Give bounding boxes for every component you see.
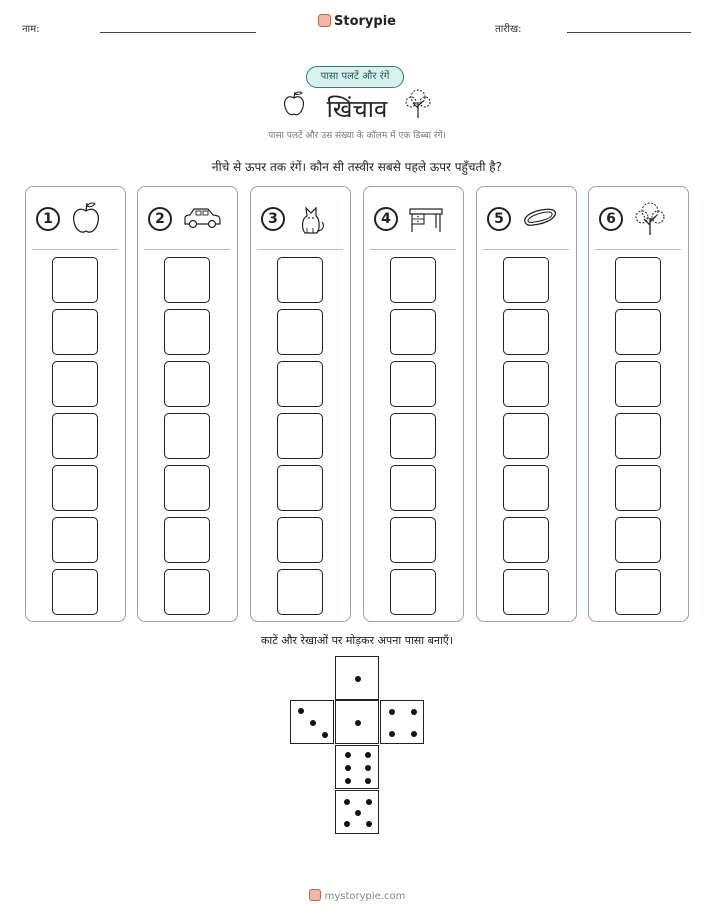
dice-pip [355, 720, 361, 726]
dice-pip [365, 752, 371, 758]
column-number: 2 [148, 207, 172, 231]
color-box[interactable] [503, 569, 549, 615]
brand-logo [0, 14, 714, 29]
color-box[interactable] [615, 361, 661, 407]
color-box[interactable] [277, 413, 323, 459]
dice-pip [355, 676, 361, 682]
column-divider [32, 249, 118, 250]
dice-pip [355, 810, 361, 816]
dice-pip [365, 778, 371, 784]
color-box[interactable] [503, 361, 549, 407]
activity-pill: पासा पलटें और रंगें [306, 66, 404, 88]
column-5 [476, 186, 577, 622]
column-divider [257, 249, 343, 250]
color-box[interactable] [503, 465, 549, 511]
column-number: 3 [261, 207, 285, 231]
color-box[interactable] [615, 465, 661, 511]
color-box[interactable] [164, 309, 210, 355]
color-box[interactable] [503, 257, 549, 303]
dice-pip [345, 778, 351, 784]
color-box[interactable] [390, 309, 436, 355]
color-box[interactable] [52, 569, 98, 615]
tree-icon [404, 88, 432, 120]
color-box[interactable] [277, 361, 323, 407]
name-line[interactable] [100, 32, 256, 33]
column-2 [137, 186, 238, 622]
tree-icon [633, 200, 673, 238]
column-3 [250, 186, 351, 622]
cat-icon [295, 200, 335, 238]
brand-name: Storypie [334, 14, 396, 29]
color-box[interactable] [615, 413, 661, 459]
dice-pip [344, 821, 350, 827]
dice-pip [366, 821, 372, 827]
column-number: 1 [36, 207, 60, 231]
dice-pip [345, 752, 351, 758]
color-box[interactable] [390, 465, 436, 511]
dice-pip [298, 708, 304, 714]
dice-face-5 [335, 790, 379, 834]
dice-pip [345, 765, 351, 771]
color-box[interactable] [390, 257, 436, 303]
color-box[interactable] [503, 309, 549, 355]
column-divider [595, 249, 681, 250]
page-title: खिंचाव [326, 95, 388, 123]
color-box[interactable] [164, 517, 210, 563]
dice-pip [411, 709, 417, 715]
color-box[interactable] [52, 465, 98, 511]
dice-pip [344, 799, 350, 805]
color-box[interactable] [615, 309, 661, 355]
desk-icon [408, 200, 448, 238]
color-box[interactable] [503, 413, 549, 459]
dice-pip [389, 709, 395, 715]
color-box[interactable] [277, 569, 323, 615]
color-box[interactable] [164, 465, 210, 511]
color-box[interactable] [390, 517, 436, 563]
date-line[interactable] [567, 32, 691, 33]
color-box[interactable] [277, 257, 323, 303]
dice-face-6 [335, 745, 379, 789]
apple-icon [70, 200, 110, 238]
column-divider [370, 249, 456, 250]
dice-face-4 [380, 700, 424, 744]
color-box[interactable] [52, 413, 98, 459]
color-box[interactable] [615, 569, 661, 615]
car-icon [182, 200, 222, 238]
footer-url[interactable]: mystorypie.com [324, 891, 406, 902]
color-box[interactable] [164, 413, 210, 459]
dice-pip [310, 720, 316, 726]
dice-pip [411, 731, 417, 737]
color-box[interactable] [164, 257, 210, 303]
color-box[interactable] [52, 361, 98, 407]
column-number: 5 [487, 207, 511, 231]
subtitle: पासा पलटें और उस संख्या के कॉलम में एक डिब्बा रंगें। [268, 131, 446, 141]
color-box[interactable] [390, 361, 436, 407]
date-label: तारीख: [495, 24, 522, 35]
name-label: नाम: [22, 24, 40, 35]
color-box[interactable] [390, 569, 436, 615]
column-number: 4 [374, 207, 398, 231]
cut-instruction: काटें और रेखाओं पर मोड़कर अपना पासा बनाएँ। [260, 634, 454, 647]
column-divider [483, 249, 569, 250]
color-box[interactable] [164, 569, 210, 615]
dice-pip [365, 765, 371, 771]
color-box[interactable] [277, 309, 323, 355]
dice-pip [366, 799, 372, 805]
dice-pip [322, 732, 328, 738]
color-box[interactable] [390, 413, 436, 459]
color-box[interactable] [164, 361, 210, 407]
color-box[interactable] [615, 517, 661, 563]
color-box[interactable] [52, 257, 98, 303]
color-box[interactable] [52, 517, 98, 563]
color-box[interactable] [615, 257, 661, 303]
color-box[interactable] [503, 517, 549, 563]
footer [0, 889, 714, 902]
color-box[interactable] [277, 465, 323, 511]
instruction: नीचे से ऊपर तक रंगें। कौन सी तस्वीर सबसे पहले ऊपर पहुँचती है? [211, 160, 503, 174]
dice-face-3 [290, 700, 334, 744]
column-6 [588, 186, 689, 622]
dice-face-1 [335, 700, 379, 744]
color-box[interactable] [52, 309, 98, 355]
dice-pip [389, 731, 395, 737]
column-number: 6 [599, 207, 623, 231]
rubber-band-icon [521, 200, 561, 238]
color-box[interactable] [277, 517, 323, 563]
column-1 [25, 186, 126, 622]
column-4 [363, 186, 464, 622]
column-divider [144, 249, 230, 250]
storypie-logo-icon [309, 889, 321, 901]
dice-face-1 [335, 656, 379, 700]
storypie-logo-icon [318, 14, 331, 27]
